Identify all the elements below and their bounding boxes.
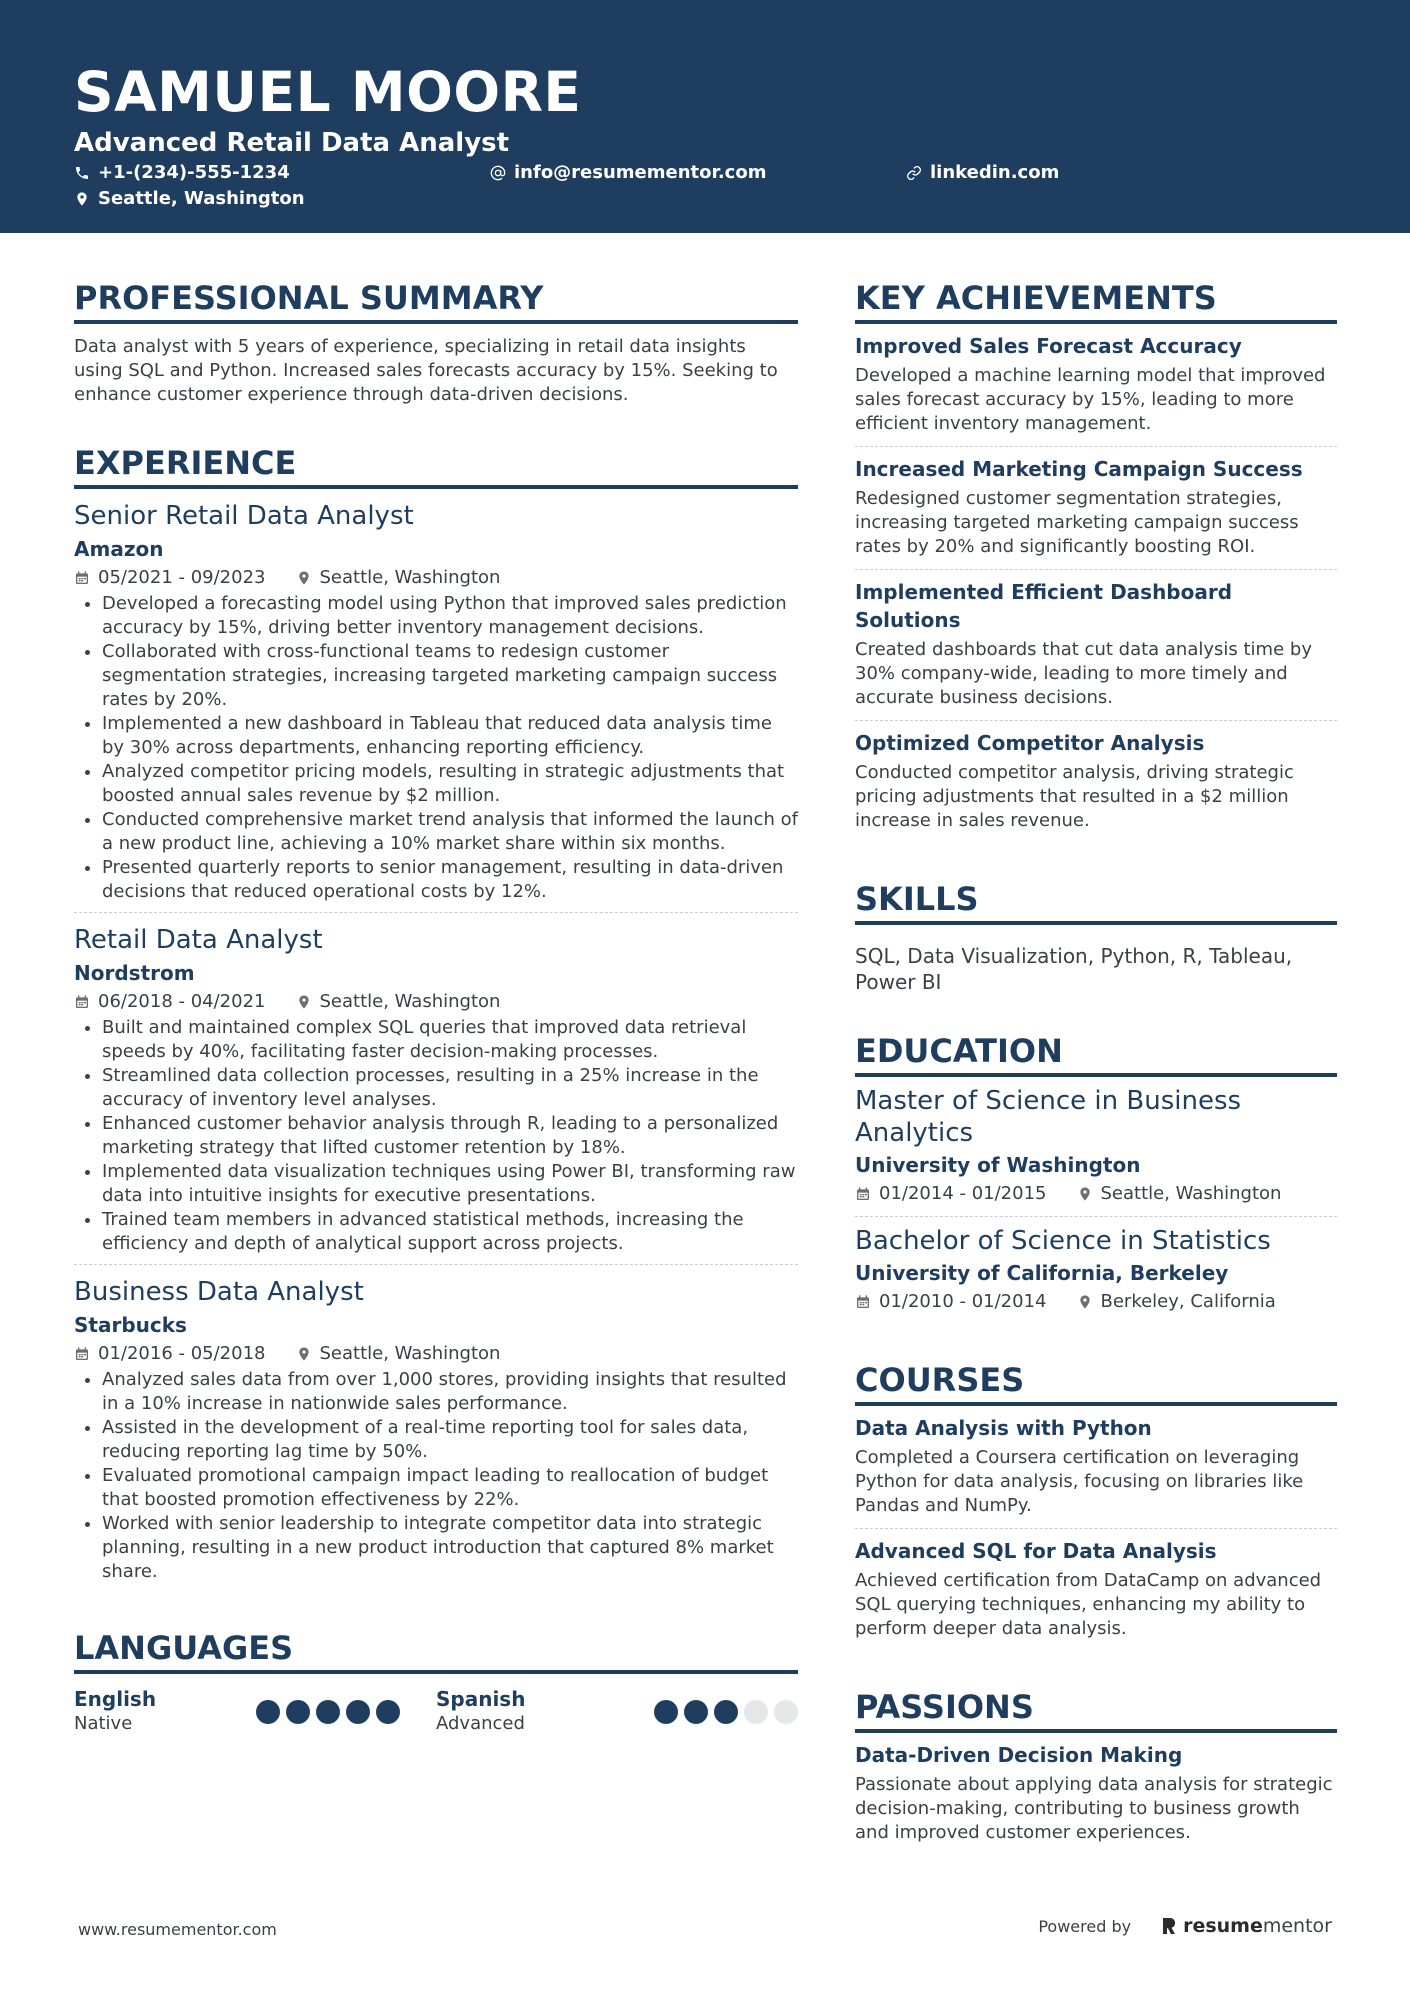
company-name: Amazon — [74, 537, 164, 561]
calendar-icon — [74, 994, 90, 1010]
job-bullet: • Implemented a new dashboard in Tableau that reduced data analysis time by 30% across departments, enhancing reporting efficiency. — [102, 712, 798, 760]
summary-text: Data analyst with 5 years of experience, specializing in retail data insights using SQL and Python. Increased sales forecasts accuracy by 15%. Seeking to enhance customer experience through data-driven decisions. — [74, 336, 778, 405]
contact-location — [74, 187, 305, 211]
job-entry — [74, 912, 798, 1264]
link-icon — [906, 165, 922, 181]
location-pin-icon — [1077, 1186, 1093, 1202]
resume-header — [0, 0, 1410, 233]
job-entry — [74, 489, 798, 912]
left-column — [74, 280, 798, 1776]
education-item — [855, 1216, 1337, 1324]
job-bullet: • Developed a forecasting model using Python that improved sales prediction accuracy by 15%, driving better inventory management decisions. — [102, 592, 798, 640]
job-location-text: Seattle, Washington — [319, 1343, 501, 1364]
job-bullet: • Assisted in the development of a real-time reporting tool for sales data, reducing reporting lag time by 50%. — [102, 1416, 798, 1464]
course-desc: Achieved certification from DataCamp on advanced SQL querying techniques, enhancing my ability to perform deeper data analysis. — [855, 1570, 1322, 1639]
rating-dot-empty — [744, 1700, 768, 1724]
contact-phone — [74, 161, 290, 185]
language-item — [436, 1686, 798, 1738]
brand-logo[interactable] — [1161, 1915, 1332, 1937]
language-level: Native — [74, 1713, 133, 1734]
job-title: Business Data Analyst — [74, 1277, 364, 1307]
job-bullet: • Enhanced customer behavior analysis through R, leading to a personalized marketing strategy that lifted customer retention by 18%. — [102, 1112, 798, 1160]
location-pin-icon — [74, 191, 90, 207]
job-meta — [74, 566, 798, 590]
achievement-desc: Redesigned customer segmentation strategies, increasing targeted marketing campaign success rates by 20% and significantly boosting ROI. — [855, 488, 1299, 557]
education-item — [855, 1077, 1337, 1216]
degree-title: Master of Science in Business Analytics — [855, 1086, 1242, 1148]
achievement-title: Improved Sales Forecast Accuracy — [855, 334, 1242, 358]
achievement-item — [855, 720, 1337, 843]
job-bullets — [74, 1016, 798, 1256]
course-item — [855, 1406, 1337, 1528]
language-rating — [654, 1700, 798, 1724]
job-bullet: • Conducted comprehensive market trend analysis that informed the launch of a new product line, achieving a 10% market share within six months. — [102, 808, 798, 856]
achievement-desc: Developed a machine learning model that improved sales forecast accuracy by 15%, leading to more efficient inventory management. — [855, 365, 1326, 434]
location-pin-icon — [296, 994, 312, 1010]
job-title: Senior Retail Data Analyst — [74, 501, 414, 531]
education-location — [1077, 1290, 1276, 1314]
achievement-desc: Created dashboards that cut data analysis time by 30% company-wide, leading to more timely and accurate business decisions. — [855, 639, 1312, 708]
job-bullet: • Evaluated promotional campaign impact leading to reallocation of budget that boosted promotion effectiveness by 22%. — [102, 1464, 798, 1512]
job-location-text: Seattle, Washington — [319, 991, 501, 1012]
education-location — [1077, 1182, 1282, 1206]
school-name: University of Washington — [855, 1153, 1141, 1177]
section-title: KEY ACHIEVEMENTS — [855, 280, 1337, 324]
job-bullet: • Presented quarterly reports to senior management, resulting in data-driven decisions that reduced operational costs by 12%. — [102, 856, 798, 904]
rating-dot-filled — [256, 1700, 280, 1724]
job-bullet: • Trained team members in advanced statistical methods, increasing the efficiency and depth of analytical support across projects. — [102, 1208, 798, 1256]
section-title: SKILLS — [855, 881, 1337, 925]
rating-dot-filled — [654, 1700, 678, 1724]
job-location-text: Seattle, Washington — [319, 567, 501, 588]
calendar-icon — [855, 1186, 871, 1202]
location-pin-icon — [296, 1346, 312, 1362]
achievement-item — [855, 324, 1337, 446]
passion-desc: Passionate about applying data analysis for strategic decision-making, contributing to business growth and improved customer experiences. — [855, 1774, 1333, 1843]
section-title: EDUCATION — [855, 1033, 1337, 1077]
summary-section — [74, 280, 798, 407]
school-name: University of California, Berkeley — [855, 1261, 1229, 1285]
languages-section — [74, 1630, 798, 1738]
contact-linkedin[interactable] — [906, 161, 1059, 185]
course-title: Advanced SQL for Data Analysis — [855, 1539, 1217, 1563]
course-desc: Completed a Coursera certification on leveraging Python for data analysis, focusing on libraries like Pandas and NumPy. — [855, 1447, 1304, 1516]
brand-light: mentor — [1262, 1915, 1332, 1937]
job-dates: 01/2016 - 05/2018 — [98, 1343, 266, 1364]
location-pin-icon — [1077, 1294, 1093, 1310]
job-bullet: • Collaborated with cross-functional teams to redesign customer segmentation strategies, increasing targeted marketing campaign success rates by 20%. — [102, 640, 798, 712]
language-level: Advanced — [436, 1713, 525, 1734]
education-location-text: Berkeley, California — [1100, 1291, 1276, 1312]
footer-website[interactable]: www.resumementor.com — [78, 1920, 277, 1939]
rating-dot-filled — [346, 1700, 370, 1724]
language-item — [74, 1686, 436, 1738]
passion-item — [855, 1733, 1337, 1855]
resumementor-logo-icon — [1161, 1916, 1177, 1936]
course-item — [855, 1528, 1337, 1651]
right-column — [855, 280, 1337, 1893]
company-name: Starbucks — [74, 1313, 187, 1337]
passions-section — [855, 1689, 1337, 1855]
job-bullet: • Built and maintained complex SQL queries that improved data retrieval speeds by 40%, facilitating faster decision-making processes. — [102, 1016, 798, 1064]
phone-text: +1-(234)-555-1234 — [98, 162, 290, 183]
calendar-icon — [74, 1346, 90, 1362]
phone-icon — [74, 165, 90, 181]
rating-dot-filled — [376, 1700, 400, 1724]
email-text: info@resumementor.com — [514, 162, 767, 183]
achievement-title: Increased Marketing Campaign Success — [855, 457, 1303, 481]
job-bullet: • Implemented data visualization techniques using Power BI, transforming raw data into intuitive insights for executive presentations. — [102, 1160, 798, 1208]
job-entry — [74, 1264, 798, 1592]
location-pin-icon — [296, 570, 312, 586]
job-dates: 06/2018 - 04/2021 — [98, 991, 266, 1012]
courses-section — [855, 1362, 1337, 1651]
company-name: Nordstrom — [74, 961, 195, 985]
education-meta — [855, 1290, 1337, 1314]
calendar-icon — [74, 570, 90, 586]
language-list — [74, 1686, 798, 1738]
contact-email[interactable] — [490, 161, 766, 185]
linkedin-text: linkedin.com — [930, 162, 1060, 183]
section-title: LANGUAGES — [74, 1630, 798, 1674]
job-bullets — [74, 1368, 798, 1584]
experience-section — [74, 445, 798, 1592]
section-title: PASSIONS — [855, 1689, 1337, 1733]
rating-dot-filled — [286, 1700, 310, 1724]
language-name: Spanish — [436, 1687, 526, 1711]
education-location-text: Seattle, Washington — [1100, 1183, 1282, 1204]
job-meta — [74, 990, 798, 1014]
education-dates: 01/2014 - 01/2015 — [879, 1183, 1047, 1204]
calendar-icon — [855, 1294, 871, 1310]
job-bullets — [74, 592, 798, 904]
job-bullet: • Streamlined data collection processes, resulting in a 25% increase in the accuracy of inventory level analyses. — [102, 1064, 798, 1112]
rating-dot-filled — [316, 1700, 340, 1724]
job-bullet: • Analyzed sales data from over 1,000 stores, providing insights that resulted in a 10% increase in nationwide sales performance. — [102, 1368, 798, 1416]
footer-branding — [1038, 1915, 1332, 1937]
job-bullet: • Worked with senior leadership to integrate competitor data into strategic planning, resulting in a new product introduction that captured 8% market share. — [102, 1512, 798, 1584]
course-title: Data Analysis with Python — [855, 1416, 1152, 1440]
at-icon — [490, 165, 506, 181]
achievement-desc: Conducted competitor analysis, driving strategic pricing adjustments that resulted in a $2 million increase in sales revenue. — [855, 762, 1294, 831]
education-section — [855, 1033, 1337, 1324]
achievements-section — [855, 280, 1337, 843]
achievement-item — [855, 446, 1337, 569]
section-title: COURSES — [855, 1362, 1337, 1406]
skills-text: SQL, Data Visualization, Python, R, Tableau, Power BI — [855, 944, 1293, 994]
candidate-title: Advanced Retail Data Analyst — [74, 128, 510, 158]
section-title: EXPERIENCE — [74, 445, 798, 489]
location-text: Seattle, Washington — [98, 188, 305, 209]
skills-section — [855, 881, 1337, 995]
candidate-name: SAMUEL MOORE — [74, 60, 582, 124]
degree-title: Bachelor of Science in Statistics — [855, 1226, 1271, 1256]
education-meta — [855, 1182, 1337, 1206]
passion-title: Data-Driven Decision Making — [855, 1743, 1183, 1767]
rating-dot-filled — [684, 1700, 708, 1724]
achievement-title: Implemented Efficient Dashboard Solutions — [855, 580, 1233, 632]
rating-dot-empty — [774, 1700, 798, 1724]
rating-dot-filled — [714, 1700, 738, 1724]
section-title: PROFESSIONAL SUMMARY — [74, 280, 798, 324]
powered-by-label: Powered by — [1038, 1916, 1132, 1936]
job-dates: 05/2021 - 09/2023 — [98, 567, 266, 588]
job-title: Retail Data Analyst — [74, 925, 323, 955]
brand-bold: resume — [1183, 1915, 1263, 1937]
language-name: English — [74, 1687, 157, 1711]
job-location — [296, 1342, 501, 1366]
job-bullet: • Analyzed competitor pricing models, resulting in strategic adjustments that boosted annual sales revenue by $2 million. — [102, 760, 798, 808]
achievement-item — [855, 569, 1337, 720]
job-location — [296, 566, 501, 590]
language-rating — [256, 1700, 400, 1724]
job-location — [296, 990, 501, 1014]
achievement-title: Optimized Competitor Analysis — [855, 731, 1205, 755]
job-meta — [74, 1342, 798, 1366]
education-dates: 01/2010 - 01/2014 — [879, 1291, 1047, 1312]
job-list — [74, 489, 798, 1592]
